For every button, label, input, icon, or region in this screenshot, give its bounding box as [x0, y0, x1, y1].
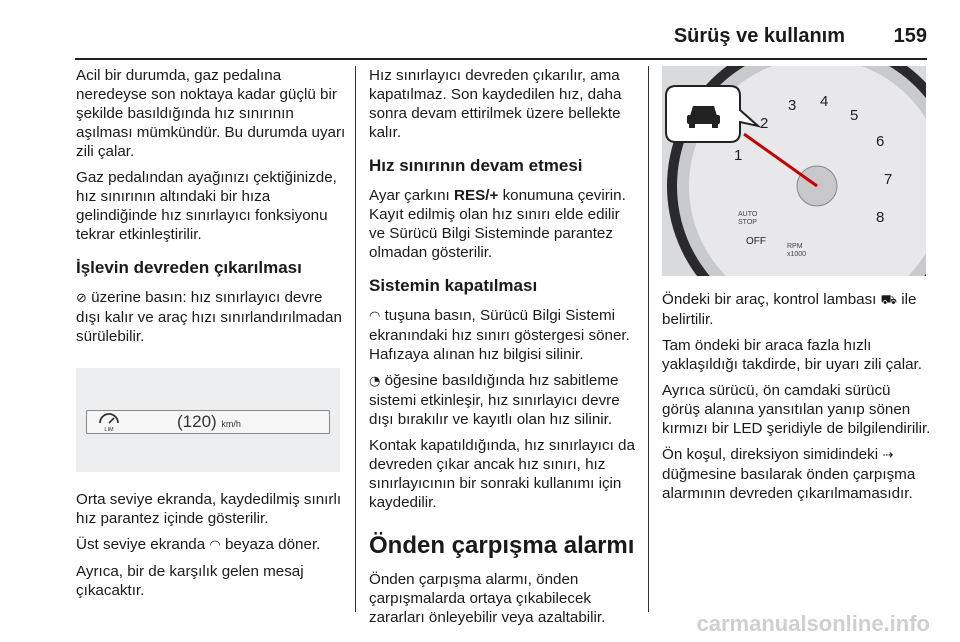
speed-limiter-off-icon: ⊘ [76, 291, 87, 306]
tick-label: 3 [788, 97, 797, 114]
display-bar [86, 410, 330, 434]
speed-limiter-icon: ◠ [209, 538, 221, 553]
column-3 [662, 290, 932, 510]
paragraph: Kontak kapatıldığında, hız sınırlayıcı da devreden çıkar ancak hız sınırı, hız sınırlayıcının bir sonraki kullanımı için kaydedilir. [369, 437, 635, 511]
paragraph-text: beyaza döner. [224, 536, 321, 553]
heading-deactivate: İşlevin devreden çıkarılması [76, 258, 302, 277]
off-label: OFF [746, 236, 766, 247]
paragraph-text: düğmesine basılarak önden çarpışma alarmının devreden çıkarılmamasıdır. [662, 466, 916, 502]
heading-forward-collision-alert: Önden çarpışma alarmı [369, 532, 635, 559]
auto-label: AUTO [738, 211, 758, 218]
tick-label: 8 [876, 209, 885, 226]
paragraph-text: üzerine basın: hız sınırlayıcı devre dışı kalır ve araç hızı sınırlandırılmadan sürülebilir. [76, 289, 342, 345]
paragraph [369, 306, 635, 364]
tick-label: 7 [884, 171, 893, 188]
tick-label: 1 [734, 147, 743, 164]
page-number: 159 [893, 25, 927, 47]
paragraph-text: Ön koşul, direksiyon simidindeki [662, 446, 879, 463]
paragraph [76, 535, 346, 555]
tick-label: 4 [820, 93, 829, 110]
paragraph: Önden çarpışma alarmı, önden çarpışmalarda ortaya çıkabilecek zararları önleyebilir veya azaltabilir. [369, 571, 606, 626]
paragraph [369, 371, 635, 429]
heading-system-off: Sistemin kapatılması [369, 276, 538, 295]
paragraph-text: konumuna çevirin. Kayıt edilmiş olan hız sınırı elde edilir ve Sürücü Bilgi Sisteminde parantez olmadan gösterilir. [369, 187, 626, 261]
tick-label: 6 [876, 133, 885, 150]
column-divider [355, 66, 356, 612]
watermark: carmanualsonline.info [696, 611, 930, 636]
rpm-label: RPM [787, 243, 803, 250]
tick-label: 2 [760, 115, 769, 132]
collision-alert-button-icon: ⇢ [882, 448, 894, 463]
paragraph: Gaz pedalından ayağınızı çektiğinizde, hız sınırının altındaki bir hıza gelindiğinde hız sınırlayıcı fonksiyonu tekrar etkinleştirilir. [76, 169, 337, 243]
x1000-label: x1000 [787, 251, 807, 258]
column-1 [76, 66, 346, 607]
section-title: Sürüş ve kullanım [673, 25, 845, 47]
paragraph: Acil bir durumda, gaz pedalına neredeyse son noktaya kadar güçlü bir şekilde basıldığında hız sınırının aşılması mümkündür. Bu durumda uyarı zili çalar. [76, 67, 346, 160]
heading-resume: Hız sınırının devam etmesi [369, 156, 583, 175]
paragraph [662, 290, 932, 329]
paragraph: Hız sınırlayıcı devreden çıkarılır, ama kapatılmaz. Son kaydedilen hız, daha sonra devam ettirilmek üzere bellekte kalır. [369, 67, 622, 141]
paragraph-text: ile belirtilir. [662, 291, 917, 328]
paragraph-text: Öndeki bir araç, kontrol lambası [662, 291, 877, 308]
column-2 [369, 66, 635, 634]
paragraph: Ayrıca sürücü, ön camdaki sürücü görüş alanına yansıtılan yanıp sönen kırmızı bir LED şeridiyle de bilgilendirilir. [662, 382, 931, 437]
res-key-label: RES/+ [454, 187, 499, 204]
paragraph-text: tuşuna basın, Sürücü Bilgi Sistemi ekranındaki hız sınırı göstergesi söner. Hafızaya alınan hız bilgisi silinir. [369, 307, 630, 363]
speed-limit-display-image [76, 368, 340, 472]
tachometer-image [662, 66, 926, 276]
page-header [75, 0, 927, 60]
display-speed-value [177, 412, 241, 434]
tick-label: 5 [850, 107, 859, 124]
speed-limiter-icon [95, 412, 123, 432]
speed-value: (120) [177, 412, 217, 431]
cruise-control-icon: ◔ [369, 374, 381, 389]
paragraph [369, 186, 635, 262]
paragraph-text: öğesine basıldığında hız sabitleme sistemi etkinleşir, hız sınırlayıcı devre dışı bırakılır ve kayıtlı olan hız silinir. [369, 372, 620, 428]
paragraph [76, 288, 346, 346]
column-divider [648, 66, 649, 612]
speed-unit: km/h [221, 419, 241, 429]
paragraph: Ayrıca, bir de karşılık gelen mesaj çıkacaktır. [76, 563, 304, 599]
paragraph [662, 445, 932, 503]
paragraph: Tam öndeki bir araca fazla hızlı yaklaşıldığı takdirde, bir uyarı zili çalar. [662, 337, 922, 373]
speed-limiter-icon: ◠ [369, 309, 381, 324]
paragraph-text: Üst seviye ekranda [76, 536, 206, 553]
paragraph: Orta seviye ekranda, kaydedilmiş sınırlı hız parantez içinde gösterilir. [76, 491, 342, 527]
vehicle-ahead-icon: ⛟ [880, 293, 897, 308]
paragraph-text: Ayar çarkını [369, 187, 450, 204]
stop-label: STOP [738, 219, 757, 226]
lim-label: LIM [104, 427, 114, 432]
